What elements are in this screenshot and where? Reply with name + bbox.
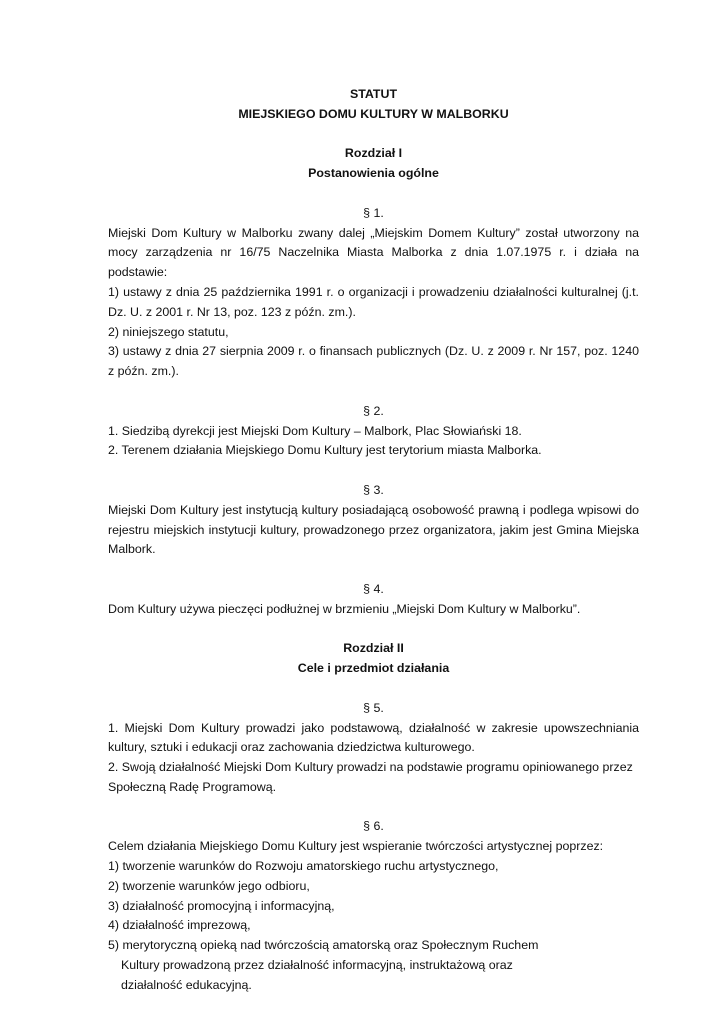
section-1-intro: Miejski Dom Kultury w Malborku zwany dalej „Miejskim Domem Kultury” został utworzony na mocy zarządzenia nr 16/75 Naczelnika Miasta Malborka z dnia 1.07.1975 r. i działa na podstawie: — [108, 225, 639, 280]
section-1-item: 3) ustawy z dnia 27 sierpnia 2009 r. o finansach publicznych (Dz. U. z 2009 r. Nr 157, poz. 1240 z późn. zm.). — [108, 344, 639, 379]
section-6-number: § 6. — [363, 819, 384, 834]
section-1-item: 2) niniejszego statutu, — [108, 324, 229, 339]
chapter-2-name: Cele i przedmiot działania — [297, 661, 450, 676]
doc-title: STATUT — [349, 87, 398, 101]
section-6-item: 1) tworzenie warunków do Rozwoju amatorskiego ruchu artystycznego, — [108, 859, 499, 874]
section-6-item: 3) działalność promocyjną i informacyjną, — [108, 898, 335, 913]
section-4-number: § 4. — [363, 581, 384, 596]
section-3-text: Miejski Dom Kultury jest instytucją kultury posiadającą osobowość prawną i podlega wpisowi do rejestru miejskich instytucji kultury, prowadzonego przez organizatora, jakim jest Gmina Miejska Malbork. — [108, 502, 639, 557]
chapter-1-label: Rozdział I — [344, 146, 403, 161]
statute-content — [108, 85, 639, 996]
section-5-number: § 5. — [363, 700, 384, 715]
section-5-item: 1. Miejski Dom Kultury prowadzi jako podstawową, działalność w zakresie upowszechniania kultury, sztuki i edukacji oraz zachowania dziedzictwa kulturowego. — [108, 720, 639, 755]
section-6-item: 2) tworzenie warunków jego odbioru, — [108, 878, 310, 893]
section-2-item: 2. Terenem działania Miejskiego Domu Kultury jest terytorium miasta Malborka. — [108, 443, 542, 458]
section-1-item: 1) ustawy z dnia 25 października 1991 r. o organizacji i prowadzeniu działalności kulturalnej (j.t. Dz. U. z 2001 r. Nr 13, poz. 123 z późn. zm.). — [108, 284, 639, 319]
chapter-1-name: Postanowienia ogólne — [308, 166, 439, 181]
chapter-2-label: Rozdział II — [343, 641, 404, 656]
section-4-text: Dom Kultury używa pieczęci podłużnej w brzmieniu „Miejski Dom Kultury w Malborku”. — [108, 601, 581, 616]
section-1-number: § 1. — [363, 205, 384, 220]
section-6-item: 5) merytoryczną opieką nad twórczością amatorską oraz Społecznym Ruchem Kultury prowadzoną przez działalność informacyjną, instruktażową oraz działalność edukacyjną. — [108, 938, 539, 992]
section-3-number: § 3. — [363, 482, 384, 497]
section-5-item: 2. Swoją działalność Miejski Dom Kultury prowadzi na podstawie programu opiniowanego przez Społeczną Radę Programową. — [108, 760, 633, 794]
doc-subtitle: MIEJSKIEGO DOMU KULTURY W MALBORKU — [238, 106, 509, 121]
section-6-intro: Celem działania Miejskiego Domu Kultury jest wspieranie twórczości artystycznej poprzez: — [108, 839, 604, 854]
section-2-item: 1. Siedzibą dyrekcji jest Miejski Dom Kultury – Malbork, Plac Słowiański 18. — [108, 423, 522, 438]
section-2-number: § 2. — [363, 403, 384, 418]
section-6-item: 4) działalność imprezową, — [108, 918, 251, 933]
